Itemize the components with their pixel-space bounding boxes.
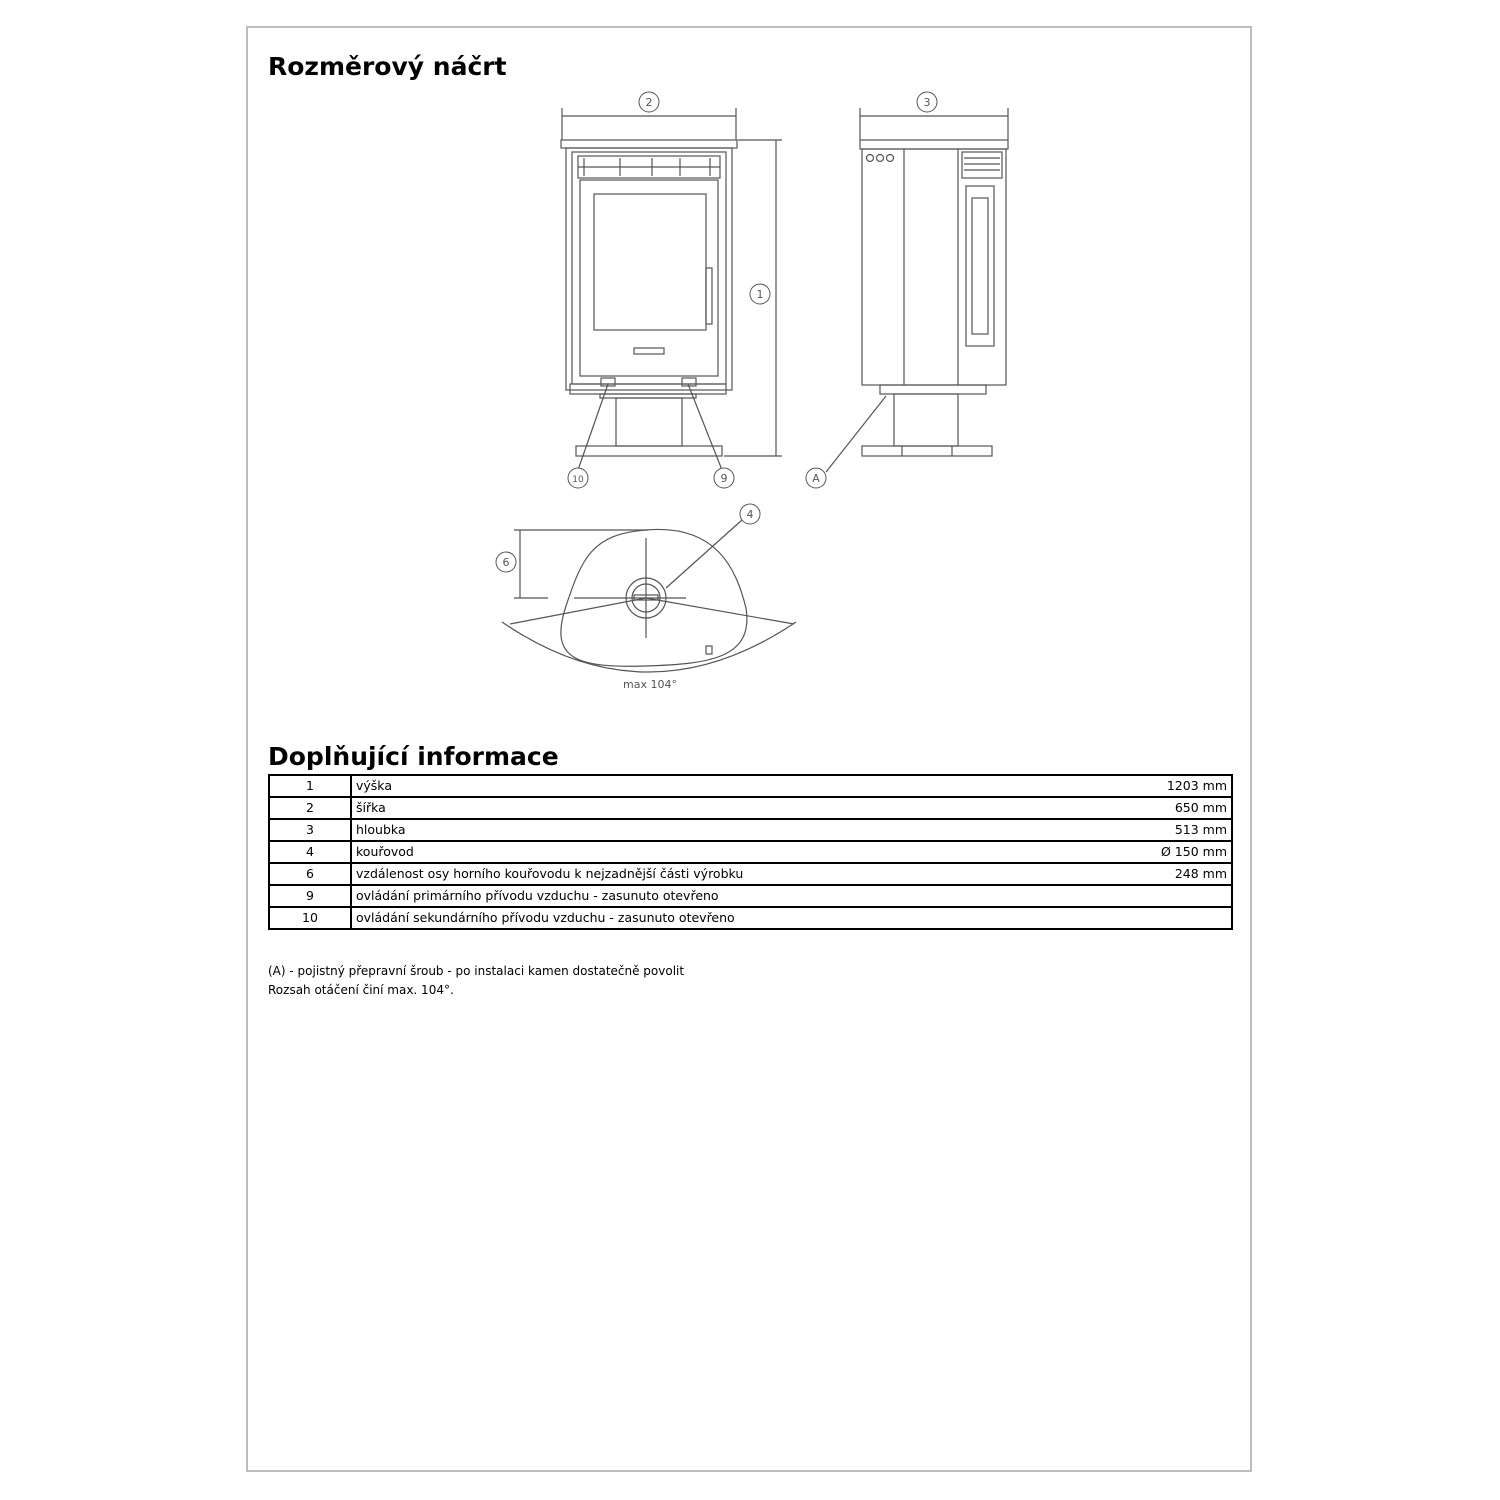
row-number: 10 xyxy=(269,907,351,929)
table-row xyxy=(269,819,1232,841)
footnote-rotation: Rozsah otáčení činí max. 104°. xyxy=(268,983,454,997)
row-number: 4 xyxy=(269,841,351,863)
row-description: ovládání primárního přívodu vzduchu - zasunuto otevřeno xyxy=(351,885,1232,907)
document-page xyxy=(246,26,1252,1472)
dimension-drawing xyxy=(248,28,1250,718)
callout-9-label: 9 xyxy=(720,472,728,485)
angle-label: max 104° xyxy=(623,678,677,691)
callout-a-label: A xyxy=(812,472,820,485)
callout-10-label: 10 xyxy=(572,475,584,485)
info-heading: Doplňující informace xyxy=(268,742,559,771)
side-view xyxy=(826,108,1008,472)
footnotes xyxy=(268,962,684,1000)
row-value: Ø 150 mm xyxy=(1143,841,1232,863)
row-value: 1203 mm xyxy=(1143,775,1232,797)
row-value: 513 mm xyxy=(1143,819,1232,841)
row-description: výška xyxy=(351,775,1143,797)
table-row xyxy=(269,885,1232,907)
callout-3-label: 3 xyxy=(923,96,931,109)
footnote-a: (A) - pojistný přepravní šroub - po instalaci kamen dostatečně povolit xyxy=(268,964,685,978)
callout-4-label: 4 xyxy=(746,508,754,521)
row-number: 3 xyxy=(269,819,351,841)
row-number: 2 xyxy=(269,797,351,819)
dimension-table xyxy=(268,774,1233,930)
row-description: kouřovod xyxy=(351,841,1143,863)
callout-2-label: 2 xyxy=(645,96,653,109)
front-view xyxy=(561,108,782,470)
row-value: 248 mm xyxy=(1143,863,1232,885)
row-number: 1 xyxy=(269,775,351,797)
table-row xyxy=(269,907,1232,929)
row-description: vzdálenost osy horního kouřovodu k nejzadnější části výrobku xyxy=(351,863,1143,885)
table-row xyxy=(269,775,1232,797)
sketch-heading: Rozměrový náčrt xyxy=(268,52,507,81)
row-number: 9 xyxy=(269,885,351,907)
callout-6-label: 6 xyxy=(502,556,510,569)
row-number: 6 xyxy=(269,863,351,885)
row-description: hloubka xyxy=(351,819,1143,841)
callout-1-label: 1 xyxy=(756,288,764,301)
row-description: ovládání sekundárního přívodu vzduchu - zasunuto otevřeno xyxy=(351,907,1232,929)
row-description: šířka xyxy=(351,797,1143,819)
table-row xyxy=(269,841,1232,863)
top-view xyxy=(502,520,796,672)
row-value: 650 mm xyxy=(1143,797,1232,819)
table-row xyxy=(269,863,1232,885)
table-row xyxy=(269,797,1232,819)
